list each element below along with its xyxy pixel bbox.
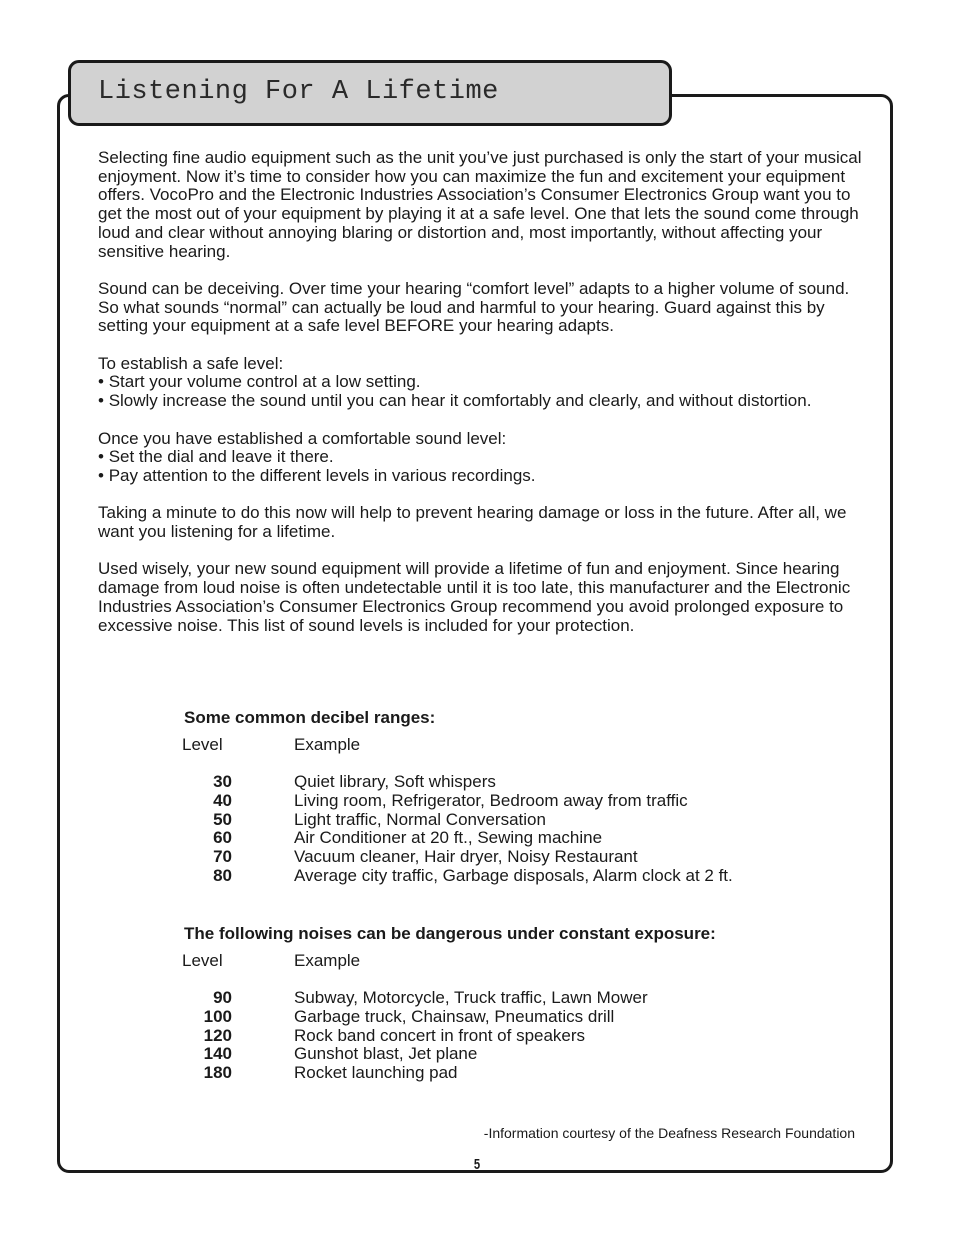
level-value: 80 — [213, 865, 232, 885]
source-credit: -Information courtesy of the Deafness Research Foundation — [483, 1125, 855, 1141]
level-value: 50 — [213, 809, 232, 829]
level-value: 180 — [203, 1062, 232, 1082]
safe-level-intro: To establish a safe level: — [98, 353, 284, 373]
list-item: • Set the dial and leave it there. — [98, 448, 868, 467]
level-example: Living room, Refrigerator, Bedroom away from traffic — [294, 790, 688, 810]
level-value: 40 — [213, 790, 232, 810]
level-value: 120 — [203, 1025, 232, 1045]
level-example: Garbage truck, Chainsaw, Pneumatics drill — [294, 1006, 615, 1026]
table-row — [182, 792, 842, 811]
title-tab — [68, 60, 672, 126]
table-row — [182, 811, 842, 830]
list-item: • Slowly increase the sound until you can hear it comfortably and clearly, and without distortion. — [98, 392, 868, 411]
table-header — [182, 736, 842, 755]
table-row — [182, 867, 842, 886]
level-value: 60 — [213, 828, 232, 848]
level-column-header: Level — [182, 734, 223, 754]
example-column-header: Example — [294, 950, 361, 970]
comfortable-list — [98, 448, 868, 485]
table-row — [182, 829, 842, 848]
list-item: • Pay attention to the different levels in various recordings. — [98, 467, 868, 486]
intro-paragraph: Selecting fine audio equipment such as the unit you’ve just purchased is only the start of your musical enjoyment. Now it’s time to consider how you can maximize the fun and excitement your equipment offers. VocoPro and the Electronic Industries Association’s Consumer Electronics Group want you to get the most out of your equipment by playing it at a safe level. One that lets the sound come through loud and clear without annoying blaring or distortion and, most importantly, without affecting your sensitive hearing. — [98, 148, 862, 261]
level-column-header: Level — [182, 950, 223, 970]
page-number: 5 — [473, 1156, 481, 1173]
common-ranges-table — [182, 709, 842, 885]
example-column-header: Example — [294, 734, 361, 754]
prevention-paragraph: Taking a minute to do this now will help to prevent hearing damage or loss in the future. After all, we want you listening for a lifetime. — [98, 503, 847, 541]
table-row — [182, 1027, 842, 1046]
table-row — [182, 1045, 842, 1064]
table-header — [182, 952, 842, 971]
level-example: Light traffic, Normal Conversation — [294, 809, 546, 829]
level-example: Vacuum cleaner, Hair dryer, Noisy Restaurant — [294, 846, 638, 866]
level-value: 70 — [213, 846, 232, 866]
protection-paragraph: Used wisely, your new sound equipment will provide a lifetime of fun and enjoyment. Since hearing damage from loud noise is often undetectable until it is too late, this manufacturer and the Electronic Industries Association’s Consumer Electronics Group recommend you avoid prolonged exposure to excessive noise. This list of sound levels is included for your protection. — [98, 559, 851, 635]
level-example: Subway, Motorcycle, Truck traffic, Lawn Mower — [294, 988, 648, 1008]
level-value: 100 — [203, 1006, 232, 1026]
level-value: 90 — [213, 988, 232, 1008]
dangerous-noises-table — [182, 925, 842, 1083]
table-row — [182, 1008, 842, 1027]
level-value: 140 — [203, 1044, 232, 1064]
list-item: • Start your volume control at a low setting. — [98, 373, 868, 392]
level-example: Air Conditioner at 20 ft., Sewing machine — [294, 828, 603, 848]
table-row — [182, 848, 842, 867]
level-example: Average city traffic, Garbage disposals, Alarm clock at 2 ft. — [294, 865, 733, 885]
table-row — [182, 989, 842, 1008]
page-title: Listening For A Lifetime — [98, 77, 499, 107]
level-example: Gunshot blast, Jet plane — [294, 1044, 478, 1064]
safe-level-list — [98, 373, 868, 410]
body-text — [98, 149, 868, 654]
table-row — [182, 1064, 842, 1083]
level-example: Rock band concert in front of speakers — [294, 1025, 586, 1045]
deceiving-paragraph: Sound can be deceiving. Over time your hearing “comfort level” adapts to a higher volume of sound. So what sounds “normal” can actually be loud and harmful to your hearing. Guard against this by setting your equipment at a safe level BEFORE your hearing adapts. — [98, 278, 850, 336]
table-row — [182, 773, 842, 792]
level-value: 30 — [213, 772, 232, 792]
comfortable-intro: Once you have established a comfortable sound level: — [98, 428, 507, 448]
common-ranges-heading: Some common decibel ranges: — [184, 708, 436, 727]
level-example: Quiet library, Soft whispers — [294, 772, 496, 792]
dangerous-noises-heading: The following noises can be dangerous under constant exposure: — [184, 924, 716, 943]
level-example: Rocket launching pad — [294, 1062, 458, 1082]
